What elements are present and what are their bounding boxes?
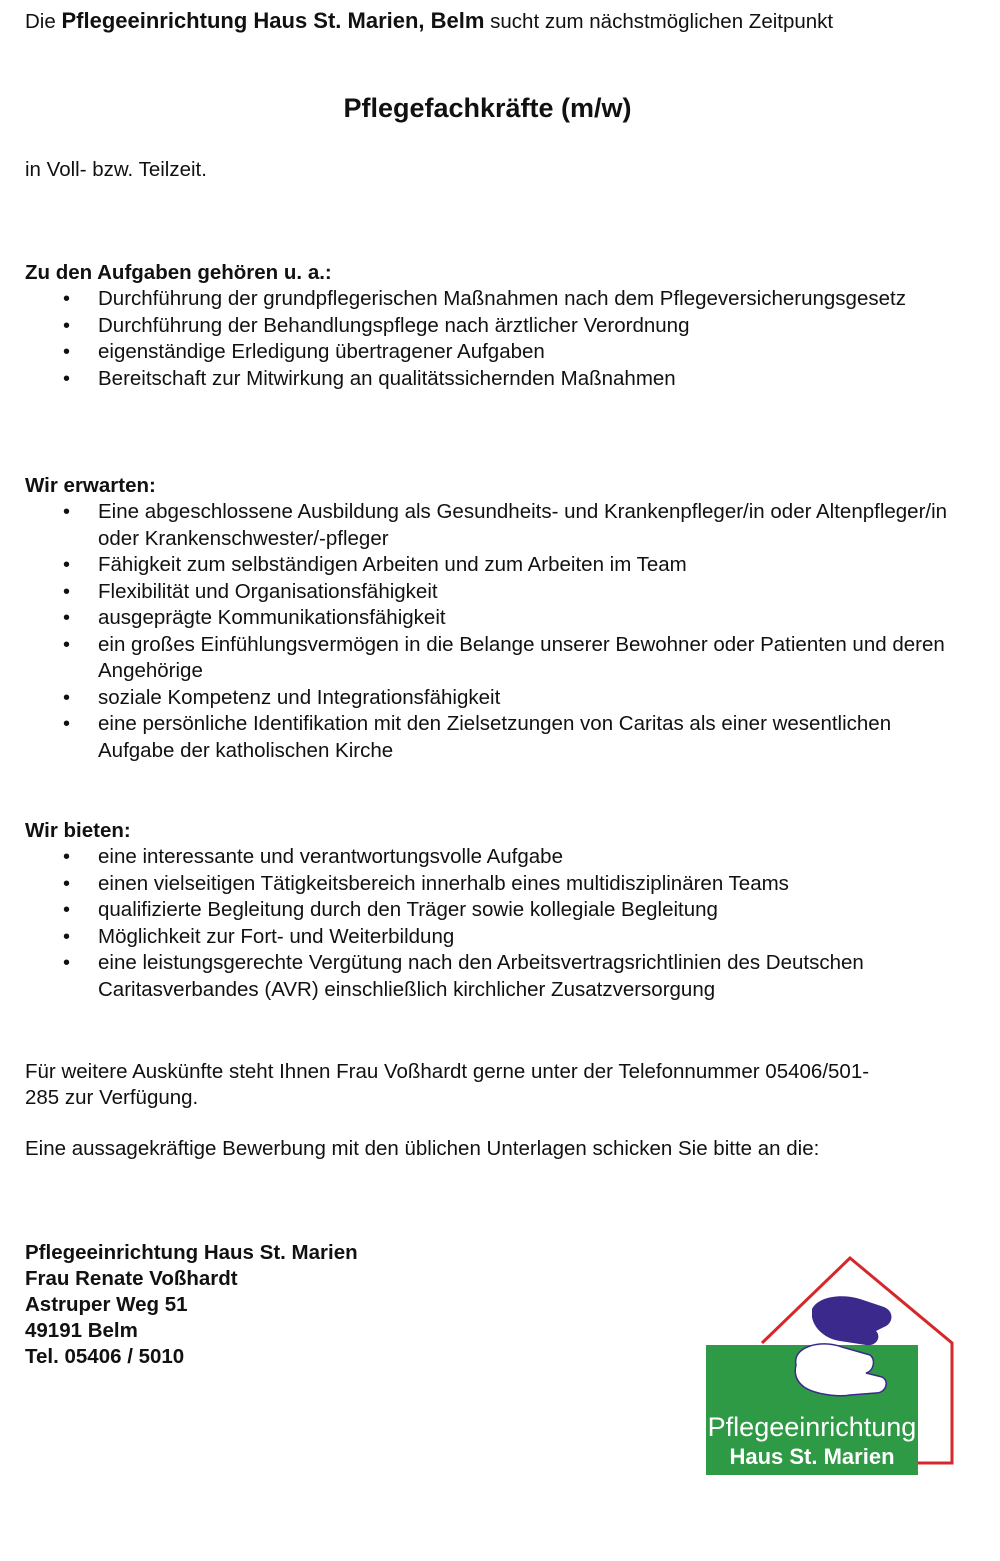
list-item: • ein großes Einfühlungsvermögen in die Belange unserer Bewohner oder Patienten und deren Angehörige	[63, 632, 945, 682]
address-organization: Pflegeeinrichtung Haus St. Marien	[25, 1241, 358, 1264]
bullet-icon: •	[63, 899, 71, 921]
tasks-list	[25, 286, 955, 392]
bullet-icon: •	[63, 341, 71, 363]
list-item: • Durchführung der Behandlungspflege nach ärztlicher Verordnung	[25, 313, 955, 340]
intro-suffix: sucht zum nächstmöglichen Zeitpunkt	[490, 10, 834, 33]
list-item: • qualifizierte Begleitung durch den Träger sowie kollegiale Begleitung	[25, 897, 955, 924]
address-contact: Frau Renate Voßhardt	[25, 1267, 238, 1290]
bullet-icon: •	[63, 872, 71, 895]
offers-list	[25, 844, 955, 1003]
bullet-icon: •	[63, 925, 71, 948]
offers-section	[25, 818, 955, 1003]
list-item: • eine interessante und verantwortungsvolle Aufgabe	[25, 844, 955, 871]
application-paragraph: Eine aussagekräftige Bewerbung mit den üblichen Unterlagen schicken Sie bitte an die:	[25, 1137, 820, 1160]
list-item: • Flexibilität und Organisationsfähigkeit	[25, 579, 955, 606]
offers-heading: Wir bieten:	[25, 819, 131, 842]
bullet-icon: •	[63, 633, 71, 656]
bullet-icon: •	[63, 952, 71, 974]
logo-line1: Pflegeeinrichtung	[707, 1412, 917, 1442]
expectations-list	[25, 499, 955, 764]
bullet-icon: •	[63, 288, 71, 310]
address-phone: Tel. 05406 / 5010	[25, 1345, 185, 1368]
list-item: • eigenständige Erledigung übertragener Aufgaben	[25, 339, 955, 366]
info-paragraph: Für weitere Auskünfte steht Ihnen Frau Voßhardt gerne unter der Telefonnummer 05406/501-285 zur Verfügung.	[25, 1060, 870, 1109]
bullet-icon: •	[63, 314, 71, 337]
list-item: • soziale Kompetenz und Integrationsfähigkeit	[25, 685, 955, 712]
list-item: • eine leistungsgerechte Vergütung nach den Arbeitsvertragsrichtlinien des Deutschen Caritasverbandes (AVR) einschließlich kirchlicher Zusatzversorgung	[63, 951, 864, 1001]
intro-prefix: Die	[25, 10, 56, 33]
list-item: • eine persönliche Identifikation mit den Zielsetzungen von Caritas als einer wesentlichen Aufgabe der katholischen Kirche	[63, 712, 892, 762]
bullet-icon: •	[63, 607, 71, 629]
expectations-section	[25, 473, 955, 764]
bullet-icon: •	[63, 554, 71, 576]
bullet-icon: •	[63, 846, 71, 868]
address-city: 49191 Belm	[25, 1319, 138, 1342]
list-item: • einen vielseitigen Tätigkeitsbereich innerhalb eines multidisziplinären Teams	[25, 871, 955, 898]
tasks-heading: Zu den Aufgaben gehören u. a.:	[25, 261, 332, 284]
address-street: Astruper Weg 51	[25, 1293, 188, 1316]
list-item: • Durchführung der grundpflegerischen Maßnahmen nach dem Pflegeversicherungsgesetz	[25, 286, 955, 313]
employment-type: in Voll- bzw. Teilzeit.	[25, 158, 207, 181]
purple-hand-icon	[812, 1296, 892, 1345]
job-title: Pflegefachkräfte (m/w)	[343, 93, 632, 123]
bullet-icon: •	[63, 501, 71, 523]
logo-line2: Haus St. Marien	[729, 1444, 895, 1469]
bullet-icon: •	[63, 713, 71, 735]
expectations-heading: Wir erwarten:	[25, 474, 156, 497]
list-item: • Möglichkeit zur Fort- und Weiterbildung	[25, 924, 955, 951]
list-item: • Bereitschaft zur Mitwirkung an qualitätssichernden Maßnahmen	[25, 366, 955, 393]
list-item: • Eine abgeschlossene Ausbildung als Gesundheits- und Krankenpfleger/in oder Altenpfleger/in oder Krankenschwester/-pfleger	[63, 500, 948, 550]
address-block	[25, 1240, 358, 1370]
list-item: • ausgeprägte Kommunikationsfähigkeit	[25, 605, 955, 632]
facility-logo	[700, 1255, 960, 1480]
intro-facility: Pflegeeinrichtung Haus St. Marien, Belm	[61, 8, 485, 33]
bullet-icon: •	[63, 367, 71, 390]
bullet-icon: •	[63, 580, 71, 603]
list-item: • Fähigkeit zum selbständigen Arbeiten und zum Arbeiten im Team	[25, 552, 955, 579]
tasks-section	[25, 260, 955, 392]
intro-line	[25, 8, 833, 34]
bullet-icon: •	[63, 686, 71, 709]
